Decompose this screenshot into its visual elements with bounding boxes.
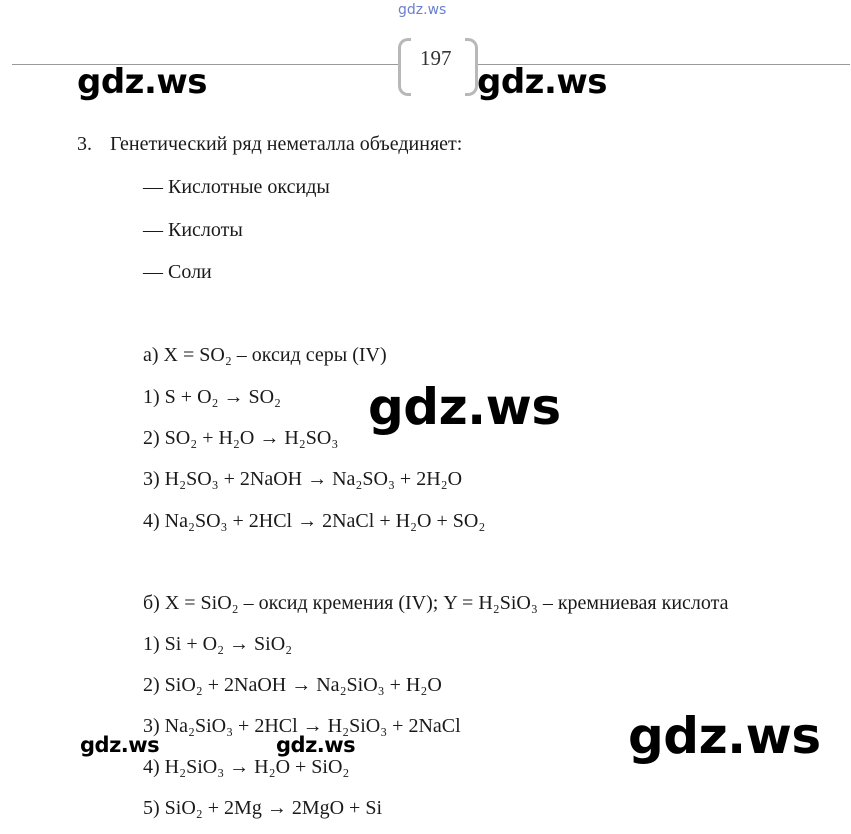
watermark-center: gdz.ws bbox=[368, 378, 561, 436]
part-a-equation: 4) Na₂SO₃ + 2HCl → 2NaCl + H₂O + SO₂ bbox=[143, 510, 486, 532]
part-b-equation: 3) Na₂SiO₃ + 2HCl → H₂SiO₃ + 2NaCl bbox=[143, 715, 461, 737]
part-b-intro: б) X = SiO₂ – оксид кремения (IV); Y = H₂SiO₃ – кремниевая кислота bbox=[143, 592, 729, 614]
bullet-item: — Соли bbox=[143, 261, 212, 283]
watermark-header-right: gdz.ws bbox=[477, 62, 608, 102]
left-bracket-icon bbox=[398, 38, 411, 96]
item-number: 3. bbox=[77, 133, 92, 155]
bullet-item: — Кислотные оксиды bbox=[143, 176, 330, 198]
watermark-bottom-mid: gdz.ws bbox=[276, 733, 356, 757]
watermark-bottom-right: gdz.ws bbox=[628, 707, 821, 765]
part-b-equation: 4) H₂SiO₃ → H₂O + SiO₂ bbox=[143, 756, 350, 778]
part-a-intro: а) X = SO₂ – оксид серы (IV) bbox=[143, 344, 387, 366]
item-heading: Генетический ряд неметалла объединяет: bbox=[110, 133, 463, 155]
part-b-equation: 2) SiO₂ + 2NaOH → Na₂SiO₃ + H₂O bbox=[143, 674, 442, 696]
watermark-bottom-left: gdz.ws bbox=[80, 733, 160, 757]
part-a-equation: 1) S + O₂ → SO₂ bbox=[143, 386, 282, 408]
part-b-equation: 1) Si + O₂ → SiO₂ bbox=[143, 633, 293, 655]
part-b-equation: 5) SiO₂ + 2Mg → 2MgO + Si bbox=[143, 797, 383, 819]
page-number: 197 bbox=[420, 46, 452, 70]
part-a-equation: 2) SO₂ + H₂O → H₂SO₃ bbox=[143, 427, 339, 449]
part-a-equation: 3) H₂SO₃ + 2NaOH → Na₂SO₃ + 2H₂O bbox=[143, 468, 463, 490]
watermark-header-left: gdz.ws bbox=[77, 62, 208, 102]
watermark-top: gdz.ws bbox=[398, 2, 447, 18]
bullet-item: — Кислоты bbox=[143, 219, 243, 241]
